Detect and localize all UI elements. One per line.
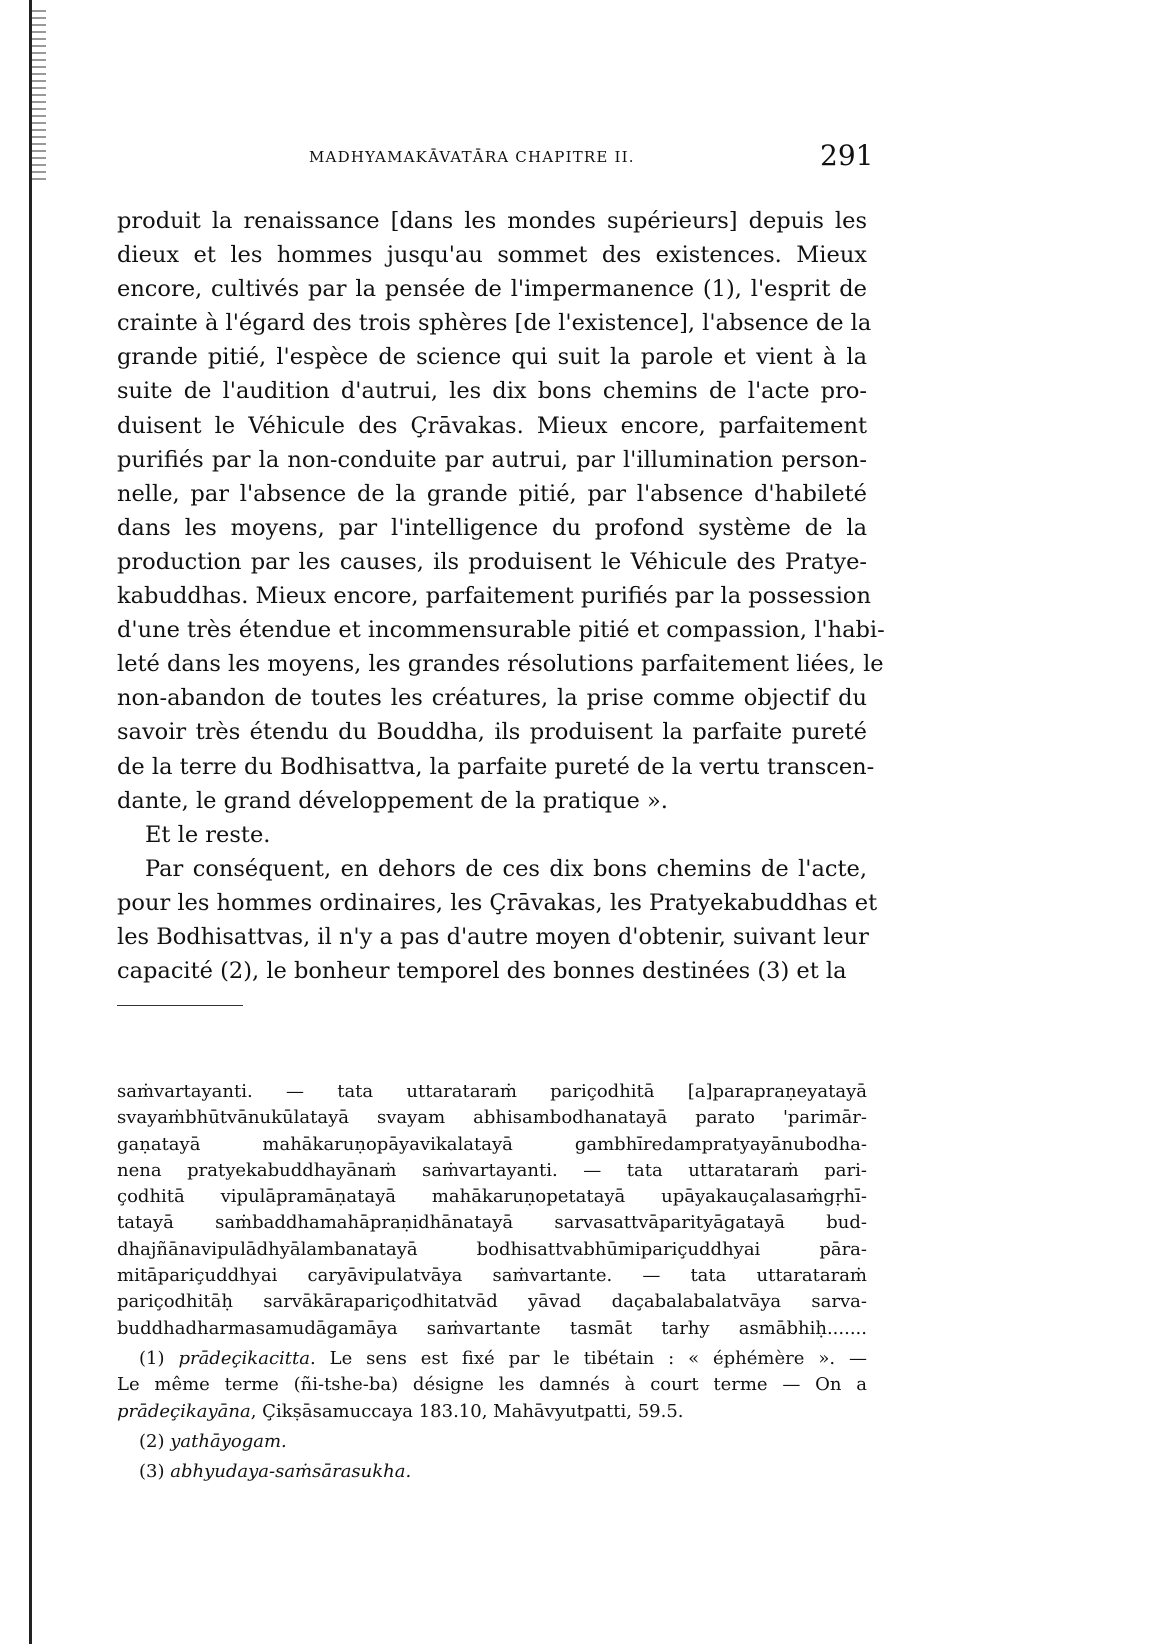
footnote-term: abhyudaya-saṁsārasukha. [170,1461,412,1483]
footnote-number: (3) [139,1461,165,1483]
sanskrit-line: svayaṁbhūtvānukūlatayā svayam abhisambodhanatayā parato 'parimār- [117,1107,867,1129]
footnote-text: . Le sens est fixé par le tibétain : « éphémère ». — [309,1347,867,1369]
text-line: nelle, par l'absence de la grande pitié, par l'absence d'habileté [117,480,867,507]
text-line: crainte à l'égard des trois sphères [de l'existence], l'absence de la [117,310,872,337]
footnote-2 [117,1429,867,1455]
text-line: leté dans les moyens, les grandes résolutions parfaitement liées, le [117,651,884,678]
text-line: savoir très étendu du Bouddha, ils produisent la parfaite pureté [117,719,867,746]
scan-edge-artifact [32,10,46,180]
sanskrit-line: saṁvartayanti. — tata uttarataraṁ pariçodhitā [a]parapraṇeyatayā [117,1081,867,1102]
sanskrit-line: çodhitā vipulāpramāṇatayā mahākaruṇopetatayā upāyakauçalasaṁgṛhī- [117,1186,867,1208]
text-line: non-abandon de toutes les créatures, la prise comme objectif du [117,685,867,712]
text-line: de la terre du Bodhisattva, la parfaite pureté de la vertu transcen- [117,753,875,780]
text-line: Et le reste. [145,821,271,848]
text-line: dans les moyens, par l'intelligence du profond système de la [117,514,867,541]
sanskrit-footnote [117,1079,867,1342]
footnote-term: yathāyogam. [170,1430,287,1452]
text-line: production par les causes, ils produisent le Véhicule des Pratye- [117,548,867,575]
sanskrit-line: buddhadharmasamudāgamāya saṁvartante tasmāt tarhy asmābhiḥ....... [117,1317,867,1339]
text-line: pour les hommes ordinaires, les Çrāvakas, les Pratyekabuddhas et [117,889,878,916]
text-line: les Bodhisattvas, il n'y a pas d'autre moyen d'obtenir, suivant leur [117,923,869,950]
page-header [117,139,874,175]
text-line: capacité (2), le bonheur temporel des bonnes destinées (3) et la [117,958,847,985]
footnote-1-line-3 [117,1399,867,1425]
footnote-1 [117,1346,867,1372]
text-line: dieux et les hommes jusqu'au sommet des existences. Mieux [117,242,867,269]
footnote-term: prādeçikayāna [117,1400,251,1422]
footnote-text: , Çikṣāsamuccaya 183.10, Mahāvyutpatti, 59.5. [250,1400,684,1422]
scan-edge-shadow [29,0,32,1644]
footnote-1-line-2: Le même terme (ñi-tshe-ba) désigne les damnés à court terme — On a [117,1374,867,1396]
text-line: purifiés par la non-conduite par autrui, par l'illumination person- [117,446,867,473]
footnote-3 [117,1459,867,1485]
sanskrit-line: pariçodhitāḥ sarvākārapariçodhitatvād yāvad daçabalabalatvāya sarva- [117,1291,867,1313]
sanskrit-line: mitāpariçuddhyai caryāvipulatvāya saṁvartante. — tata uttarataraṁ [117,1265,867,1287]
running-title: MADHYAMAKĀVATĀRA CHAPITRE II. [309,148,635,166]
text-line: kabuddhas. Mieux encore, parfaitement purifiés par la possession [117,583,871,610]
sanskrit-line: dhajñānavipulādhyālambanatayā bodhisattvabhūmipariçuddhyai pāra- [117,1238,867,1260]
footnote-number: (2) [139,1430,165,1452]
sanskrit-line: gaṇatayā mahākaruṇopāyavikalatayā gambhīredampratyayānubodha- [117,1133,867,1155]
footnote-number: (1) [139,1347,165,1369]
text-line: d'une très étendue et incommensurable pitié et compassion, l'habi- [117,617,885,644]
footnote-term: prādeçikacitta [178,1347,310,1369]
footnote-separator [117,1005,243,1006]
text-line: suite de l'audition d'autrui, les dix bons chemins de l'acte pro- [117,378,867,405]
text-line: produit la renaissance [dans les mondes supérieurs] depuis les [117,208,867,234]
body-text [117,204,885,988]
page-number: 291 [820,139,874,172]
sanskrit-line: nena pratyekabuddhayānaṁ saṁvartayanti. — tata uttarataraṁ pari- [117,1159,867,1181]
sanskrit-line: tatayā saṁbaddhamahāpraṇidhānatayā sarvasattvāparityāgatayā bud- [117,1212,867,1234]
text-line: encore, cultivés par la pensée de l'impermanence (1), l'esprit de [117,276,867,303]
text-line: Par conséquent, en dehors de ces dix bons chemins de l'acte, [145,855,867,882]
footnotes [117,1079,867,1485]
text-line: duisent le Véhicule des Çrāvakas. Mieux encore, parfaitement [117,412,867,439]
text-line: grande pitié, l'espèce de science qui suit la parole et vient à la [117,344,867,371]
text-line: dante, le grand développement de la pratique ». [117,787,668,814]
